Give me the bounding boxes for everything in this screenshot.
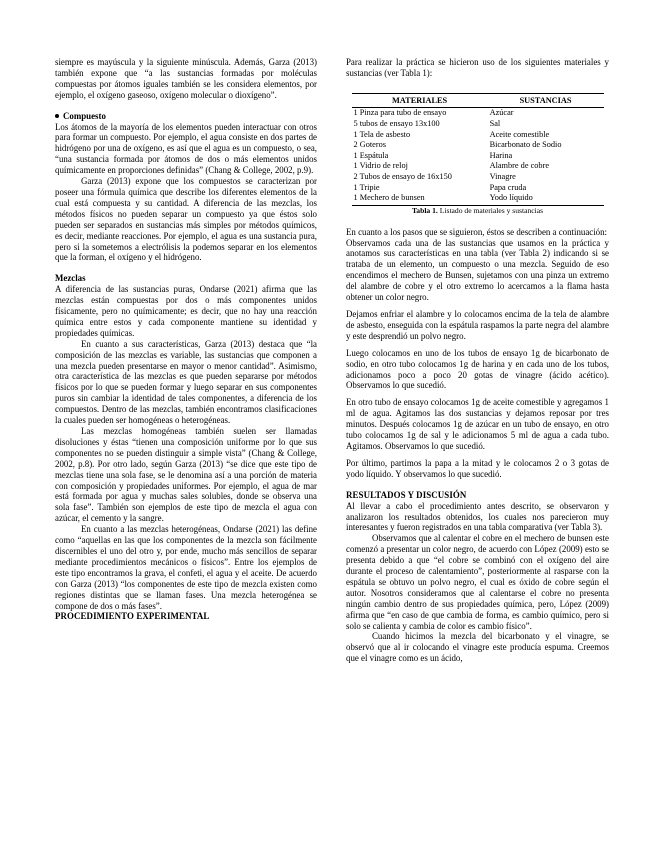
paragraph-step-potato: Por último, partimos la papa a la mitad y le colocamos 2 o 3 gotas de yodo líquido. Y observamos lo que sucedió.: [346, 457, 609, 479]
table-row: [352, 140, 604, 151]
table-cell: Alambre de cobre: [489, 161, 550, 171]
heading-compuesto: Compuesto: [55, 111, 317, 122]
table-cell: Harina: [489, 150, 513, 160]
table-row: [352, 161, 604, 172]
table-row: [352, 151, 604, 162]
paragraph-step-oil: En otro tubo de ensayo colocamos 1g de aceite comestible y agregamos 1 ml de agua. Agitamos las dos sustancias y dejamos reposar por tres minutos. Después colocamos 1g de azúcar en un tubo de ensayo, en otro tubo colocamos 1g de sal y le adicionamos 5 ml de agua a cada tubo. Agitamos. Observamos lo que sucedió.: [346, 397, 609, 451]
table-cell: 5 tubos de ensayo 13x100: [353, 119, 440, 128]
paragraph-compuesto-garza: Garza (2013) expone que los compuestos se caracterizan por poseer una fórmula química que describe los diferentes elementos de la cual está compuesta y su cantidad. A diferencia de las mezclas, los métodos físicos no pueden separar un compuesto ya que éstos solo pueden ser separados en sustancias más simples por métodos químicos, es decir, mediante reacciones. Por ejemplo, el agua es una sustancia pura, pero si la sometemos a electrólisis la podemos separar en los elementos que la forman, el oxígeno y el hidrógeno.: [55, 176, 317, 263]
heading-procedimiento: PROCEDIMIENTO EXPERIMENTAL: [55, 611, 210, 622]
table-cell: 1 Tela de asbesto: [353, 129, 411, 139]
table-cell: 2 Tubos de ensayo de 16x150: [353, 171, 452, 181]
paragraph-step-observe: Observamos cada una de las sustancias que usamos en la práctica y anotamos sus características en una tabla (ver Tabla 2) indicando si se trataba de un elemento, un compuesto o una mezcla. Seguido de eso encendimos el mechero de Bunsen, sujetamos con una pinza un extremo del alambre de cobre y el otro extremo lo acercamos a la flama hasta obtener un color negro.: [346, 237, 609, 303]
table-cell: 2 Goteros: [353, 140, 386, 150]
table-cell: Vinagre: [489, 171, 516, 181]
table-header-sustancias: SUSTANCIAS: [488, 93, 604, 108]
paragraph-elements-end: siempre es mayúscula y la siguiente minúscula. Además, Garza (2013) también expone que “a las sustancias formadas por moléculas compuestas por átomos iguales también se les considera elementos, por ejemplo, el oxígeno gaseoso, oxígeno molecular o dioxígeno”.: [55, 57, 317, 100]
table-row: [352, 119, 604, 130]
table-cell: 1 Mechero de bunsen: [352, 193, 488, 205]
bullet-icon: [55, 114, 59, 118]
table-cell: Papa cruda: [489, 182, 527, 192]
table-header-materiales: MATERIALES: [352, 93, 488, 108]
paragraph-results-intro: Al llevar a cabo el procedimiento antes descrito, se observaron y analizaron los resultados obtenidos, los cuales nos parecieron muy interesantes y fueron registrados en una tabla comparativa (ver Tabla 3).: [346, 500, 609, 533]
paragraph-mezclas-heterogeneas: En cuanto a las mezclas heterogéneas, Ondarse (2021) las define como “aquellas en las que los componentes de la mezcla son fácilmente discernibles el uno del otro y, por ende, mucho más sencillos de separar mediante procedimientos mecánicos o físicos”. Entre los ejemplos de este tipo encontramos la grava, el confeti, el agua y el aceite. De acuerdo con Garza (2013) “los componentes de este tipo de mezcla existen como regiones distintas que se llaman fases. Una mezcla heterogénea se compone de dos o más fases”.: [55, 524, 317, 611]
heading-resultados: RESULTADOS Y DISCUSIÓN: [346, 489, 467, 500]
paragraph-step-cool: Dejamos enfriar el alambre y lo colocamos encima de la tela de alambre de asbesto, enseguida con la espátula raspamos la parte negra del alambre y este desprendió un polvo negro.: [346, 309, 609, 341]
paragraph-step-bicarbonate: Luego colocamos en uno de los tubos de ensayo 1g de bicarbonato de sodio, en otro tubo colocamos 1g de harina y en cada uno de los tubos, adicionamos poco a poco 20 gotas de vinagre (ácido acético). Observamos lo que sucedió.: [346, 347, 609, 391]
materials-table: [352, 93, 604, 206]
table-caption-label: Tabla 1.: [411, 205, 438, 215]
table-row: [352, 183, 604, 194]
paragraph-mezclas-caracteristicas: En cuanto a sus características, Garza (2013) destaca que “la composición de las mezclas es variable, las sustancias que componen a una mezcla pueden presentarse en mayor o menor cantidad”. Asimismo, otra característica de las mezclas es que pueden separarse por métodos físicos por lo que se pueden formar y luego separar en sus componentes puros sin cambiar la identidad de tales componentes, a diferencia de los compuestos. Dentro de las mezclas, también encontramos clasificaciones la cuales pueden ser homogéneas o heterogéneas.: [55, 338, 317, 426]
table-caption: [346, 206, 609, 217]
paragraph-steps-intro: En cuanto a los pasos que se siguieron, éstos se describen a continuación:: [346, 226, 608, 237]
left-column: [55, 57, 317, 622]
paragraph-results-bicarbonate: Cuando hicimos la mezcla del bicarbonato y el vinagre, se observó que al ir colocando el vinagre este producía espuma. Creemos que el vinagre como es un ácido,: [346, 631, 609, 664]
table-caption-text: Listado de materiales y sustancias: [439, 205, 544, 215]
table-cell: 1 Vidrio de reloj: [353, 161, 408, 171]
table-cell: 1 Pinza para tubo de ensayo: [353, 108, 447, 118]
heading-mezclas: Mezclas: [55, 273, 86, 284]
table-cell: Yodo líquido: [488, 193, 604, 205]
table-row: [352, 108, 604, 119]
table-row: [352, 193, 604, 205]
table-cell: 1 Tripie: [353, 182, 380, 192]
paragraph-results-copper: Observamos que al calentar el cobre en el mechero de bunsen este comenzó a presentar un color negro, de acuerdo con López (2009) esto se presenta debido a que “el cobre se combinó con el oxígeno del aire durante el proceso de calentamiento”, posteriormente al rasparse con la espátula se obtuvo un polvo negro, el cual es óxido de cobre según el autor. Nosotros consideramos que al calentarse el cobre no presenta ningún cambio dentro de sus propiedades química, pero, López (2009) afirma que “en caso de que cambia de forma, es cambio químico, pero si solo se calienta y cambia de color es cambio físico”.: [346, 533, 609, 631]
right-column: [346, 57, 609, 664]
table-row: [352, 172, 604, 183]
table-cell: Sal: [489, 119, 501, 128]
table-cell: Aceite comestible: [489, 129, 550, 139]
table-cell: Bicarbonato de Sodio: [489, 140, 562, 150]
table-cell: 1 Espátula: [353, 150, 389, 160]
paragraph-materials-intro: Para realizar la práctica se hicieron uso de los siguientes materiales y sustancias (ver Tabla 1):: [346, 57, 609, 78]
table-cell: Azúcar: [489, 108, 514, 118]
table-row: [352, 130, 604, 141]
paragraph-compuesto-intro: Los átomos de la mayoría de los elementos pueden interactuar con otros para formar un compuesto. Por ejemplo, el agua consiste en dos partes de hidrógeno por una de oxígeno, es así que el agua es un compuesto, o sea, “una sustancia formada por átomos de dos o más elementos unidos químicamente en proporciones definidas” (Chang & College, 2002, p.9).: [55, 121, 317, 176]
paragraph-mezclas-intro: A diferencia de las sustancias puras, Ondarse (2021) afirma que las mezclas están compuestas por dos o más componentes unidos físicamente, pero no químicamente; es decir, que no hay una reacción química entre estos y cada componente mantiene su identidad y propiedades químicas.: [55, 284, 317, 338]
paragraph-mezclas-homogeneas: Las mezclas homogéneas también suelen ser llamadas disoluciones y éstas “tienen una composición uniforme por lo que sus componentes no se pueden distinguir a simple vista” (Chang & College, 2002, p.8). Por otro lado, según Garza (2013) “se dice que este tipo de mezclas tiene una sola fase, se le denomina así a una porción de materia con composición y propiedades uniformes. Por ejemplo, el agua de mar está formada por agua y muchas sales solubles, donde se observa una sola fase”. También son ejemplos de este tipo de mezcla el agua con azúcar, el cemento y la sangre.: [55, 426, 317, 524]
